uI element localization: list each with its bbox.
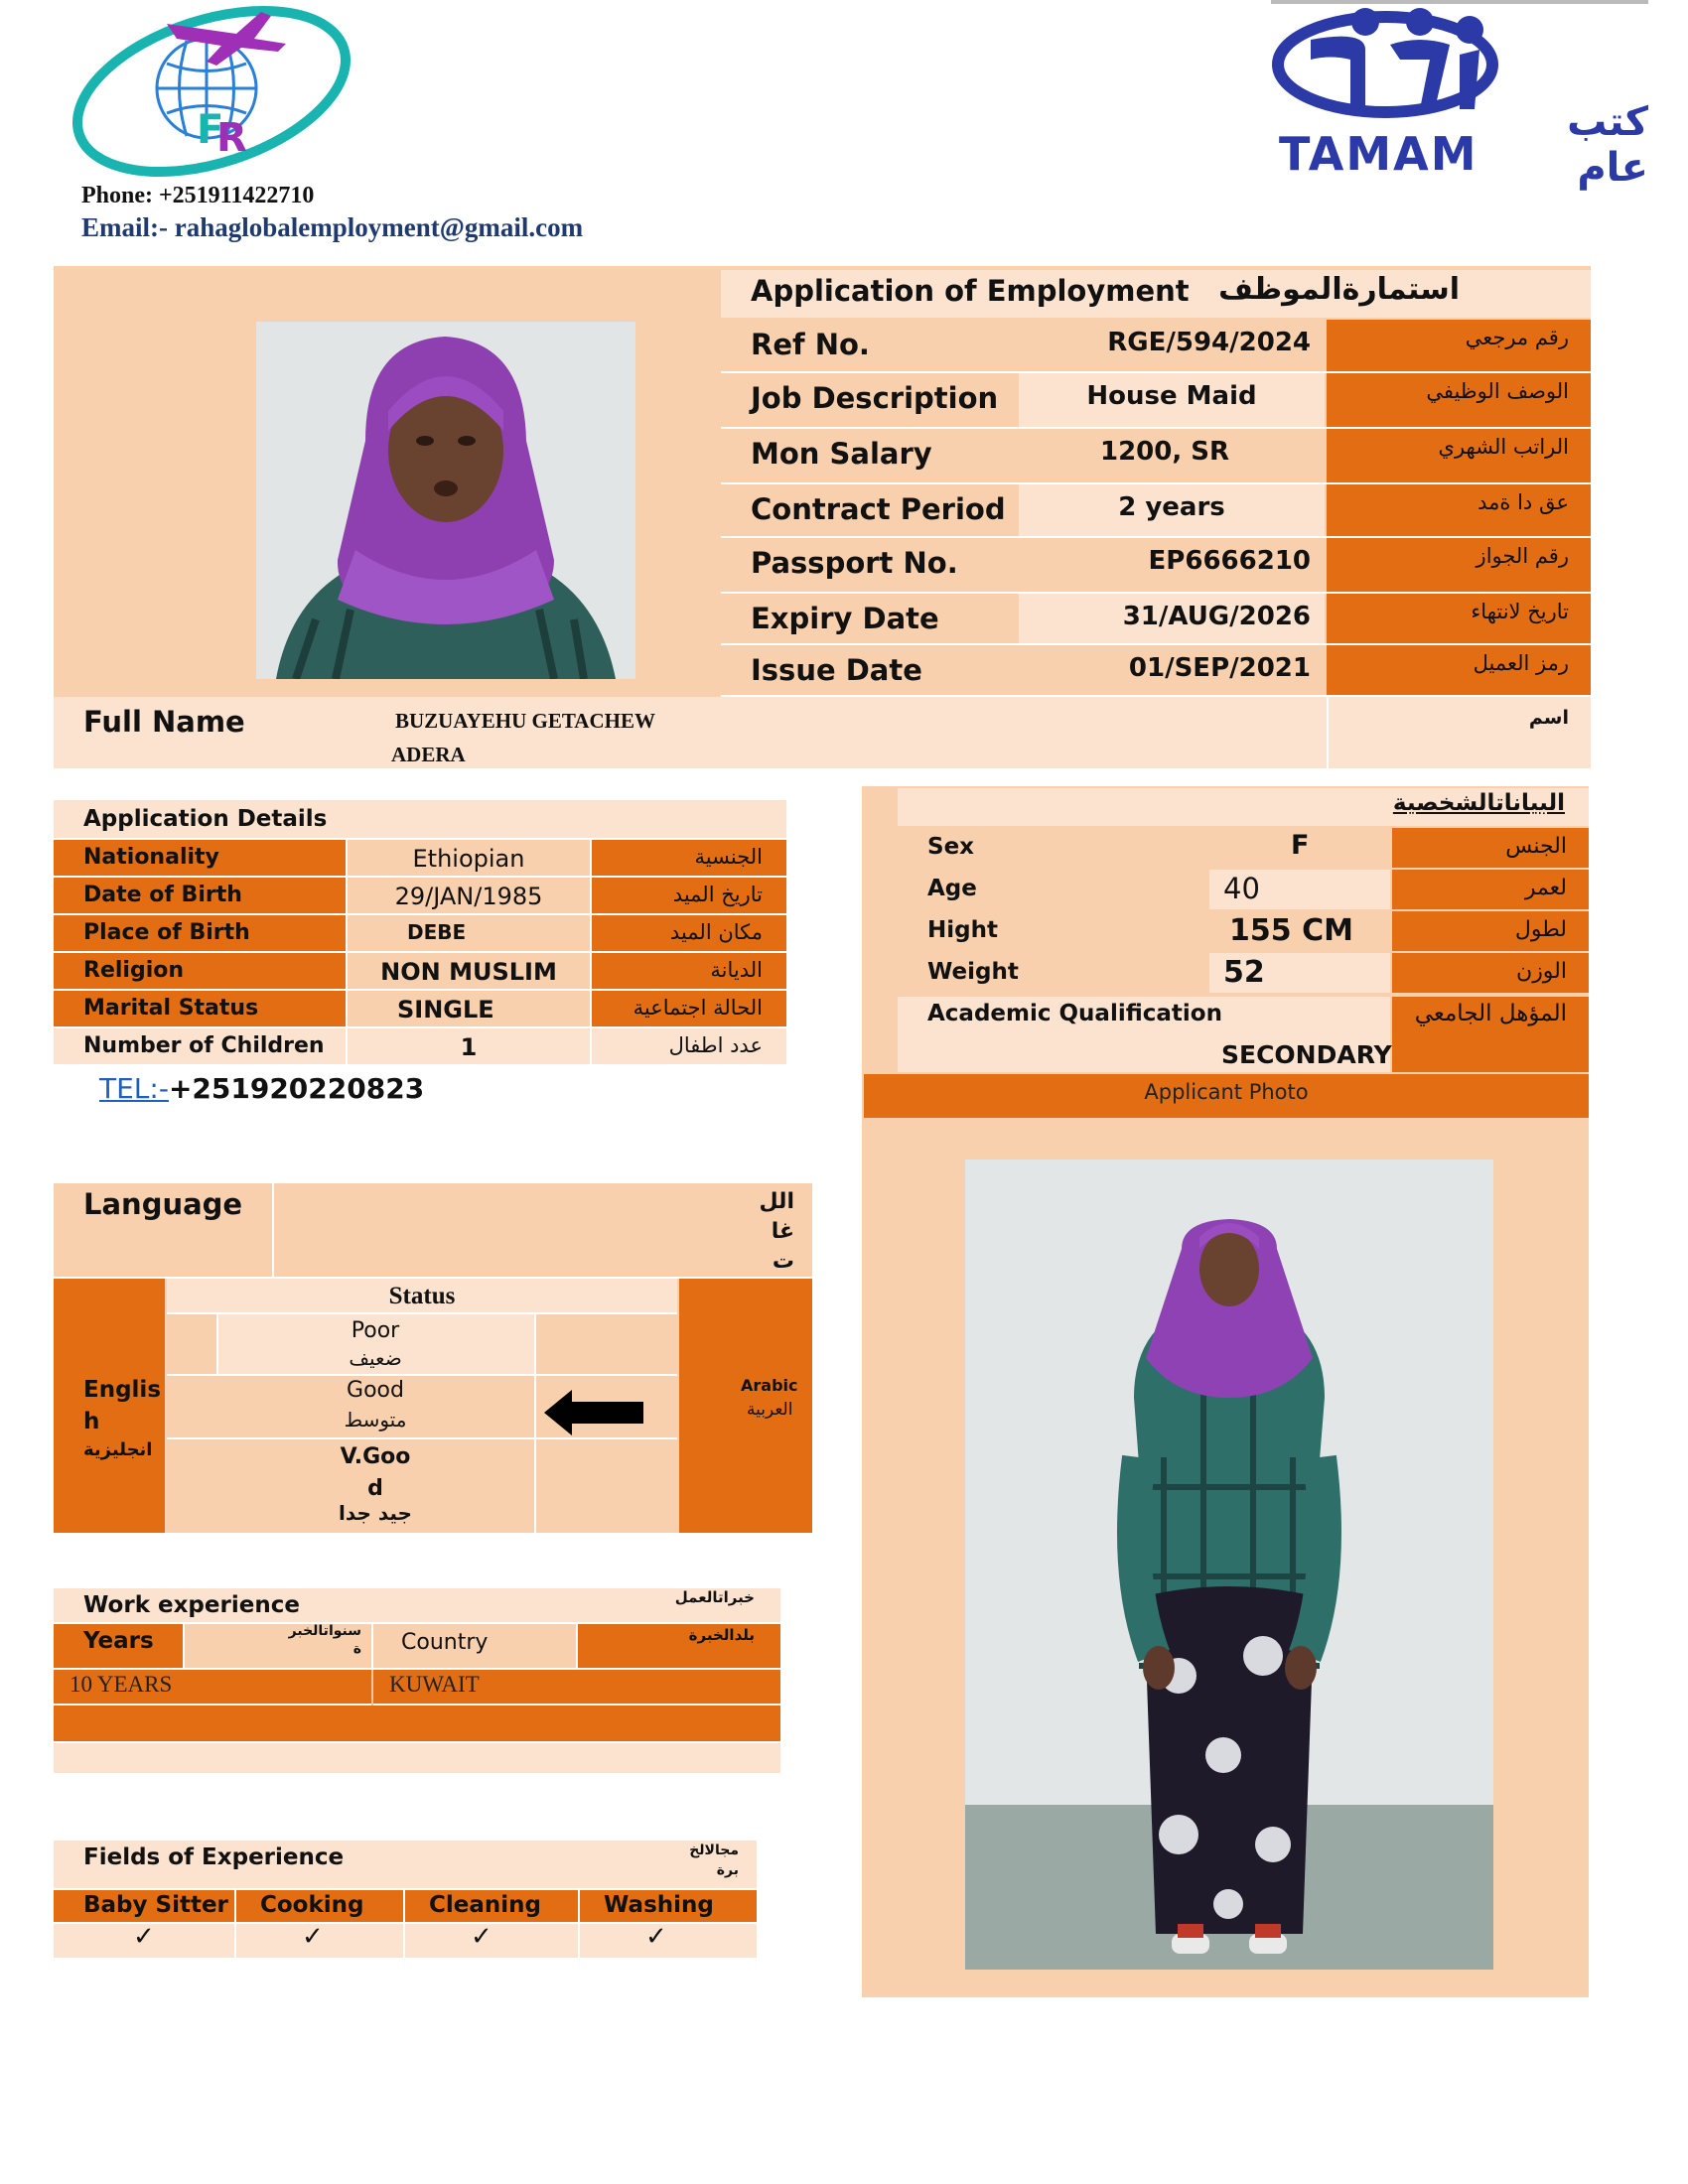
detail-label: Date of Birth (83, 883, 242, 907)
app-value: House Maid (1086, 381, 1257, 411)
academic-label: Academic Qualification (927, 1001, 1222, 1026)
work-row-2 (54, 1706, 780, 1741)
detail-value: 1 (460, 1033, 478, 1061)
app-label: Passport No. (751, 546, 958, 580)
partner-logo-text: TAMAM (1279, 127, 1478, 181)
detail-label: Religion (83, 958, 185, 983)
personal-label: Age (927, 876, 977, 901)
app-ar: رقم مرجعي (1465, 326, 1569, 349)
work-title: Work experience (83, 1592, 300, 1618)
level-good-ar: متوسط (344, 1408, 407, 1432)
tel-line (99, 1072, 424, 1105)
arabic-label: Arabic (741, 1376, 798, 1395)
personal-label: Weight (927, 959, 1019, 985)
application-title: Application of Employment (751, 274, 1190, 308)
application-title-ar: استمارةالموظف (1218, 272, 1460, 307)
level-vgood-en: V.Goo d (340, 1444, 411, 1501)
app-value: RGE/594/2024 (1107, 328, 1311, 357)
personal-label: Hight (927, 917, 998, 943)
checkmark-icon: ✓ (302, 1922, 324, 1952)
full-name-row (54, 697, 1591, 768)
selected-level-arrow-icon (544, 1388, 643, 1437)
app-ar: عق دا ةمد (1477, 490, 1569, 514)
detail-label: Number of Children (83, 1033, 325, 1058)
detail-value: NON MUSLIM (380, 958, 557, 986)
app-label: Contract Period (751, 492, 1006, 526)
detail-ar: تاريخ الميد (672, 883, 763, 906)
agency-logo (68, 4, 365, 179)
english-label: Englis h (83, 1377, 162, 1434)
detail-label: Place of Birth (83, 920, 250, 945)
level-poor-ar: ضعيف (349, 1346, 402, 1370)
detail-value: Ethiopian (412, 845, 525, 873)
language-title: Language (83, 1187, 243, 1221)
detail-label: Marital Status (83, 996, 259, 1021)
full-name-ar: اسم (1528, 707, 1569, 729)
country-ar: بلدالخبرة (688, 1626, 755, 1644)
personal-value: 155 CM (1229, 913, 1353, 948)
level-good-en: Good (347, 1378, 404, 1403)
svg-text:F: F (197, 107, 224, 153)
app-ar: رمز العميل (1473, 651, 1569, 675)
field-label: Washing (604, 1892, 714, 1918)
fields-title: Fields of Experience (83, 1844, 345, 1870)
detail-value: 29/JAN/1985 (394, 883, 543, 910)
personal-ar: لعمر (1524, 876, 1567, 900)
detail-ar: الحالة اجتماعية (633, 996, 763, 1020)
checkmark-icon: ✓ (645, 1922, 667, 1952)
partner-logo-arabic: كتب عام (1567, 99, 1648, 191)
partner-logo (1271, 0, 1648, 191)
detail-ar: الجنسية (694, 845, 763, 869)
full-name-label: Full Name (83, 705, 245, 739)
detail-value: SINGLE (397, 996, 494, 1024)
english-ar: انجليزية (83, 1439, 153, 1460)
app-ar: رقم الجواز (1476, 544, 1569, 568)
personal-value: F (1291, 830, 1310, 861)
personal-ar: الوزن (1516, 959, 1567, 984)
app-value: 31/AUG/2026 (1122, 602, 1311, 631)
phone-text: Phone: +251911422710 (81, 183, 315, 208)
email-text: Email:- rahaglobalemployment@gmail.com (81, 212, 584, 242)
academic-ar: المؤهل الجامعي (1414, 1001, 1567, 1026)
field-label: Cooking (260, 1892, 364, 1918)
app-value: 1200, SR (1100, 437, 1230, 467)
personal-value: 40 (1223, 872, 1260, 905)
checkmark-icon: ✓ (133, 1922, 155, 1952)
detail-label: Nationality (83, 845, 219, 870)
app-label: Job Description (751, 381, 999, 415)
app-label: Ref No. (751, 328, 870, 361)
tel-value: +251920220823 (168, 1072, 425, 1105)
level-vgood-ar: جيد جدا (339, 1501, 412, 1525)
applicant-full-photo (965, 1160, 1493, 1970)
app-ar: تاريخ لانتهاء (1471, 600, 1569, 623)
personal-label: Sex (927, 834, 974, 860)
personal-value: 52 (1223, 955, 1265, 990)
status-label: Status (388, 1283, 456, 1309)
academic-value: SECONDARY (1221, 1040, 1392, 1069)
app-value: EP6666210 (1148, 546, 1311, 576)
details-title: Application Details (83, 806, 328, 832)
work-years-1: 10 YEARS (70, 1672, 173, 1697)
field-check-cell (580, 1924, 757, 1958)
language-title-ar: الل غا ت (759, 1189, 794, 1274)
app-label: Issue Date (751, 653, 922, 687)
app-value: 01/SEP/2021 (1128, 653, 1311, 683)
app-label: Mon Salary (751, 437, 932, 471)
work-country-1: KUWAIT (389, 1672, 480, 1697)
arabic-ar: العربية (747, 1400, 793, 1420)
field-label: Cleaning (429, 1892, 541, 1918)
photo-label: Applicant Photo (1144, 1080, 1309, 1104)
years-ar: سنواتالخبر ة (288, 1623, 361, 1657)
detail-ar: عدد اطفال (668, 1033, 763, 1057)
detail-ar: الديانة (710, 958, 763, 982)
headshot-photo (256, 322, 635, 679)
country-label: Country (401, 1630, 489, 1655)
checkmark-icon: ✓ (471, 1922, 492, 1952)
fields-title-ar: مجالالخ برة (689, 1843, 739, 1878)
personal-ar: الجنس (1505, 834, 1567, 859)
years-label: Years (83, 1628, 154, 1654)
app-ar: الوصف الوظيفي (1426, 379, 1569, 403)
personal-ar: لطول (1514, 917, 1567, 942)
detail-value: DEBE (407, 920, 467, 944)
app-value: 2 years (1118, 492, 1225, 522)
detail-value-cell (348, 915, 590, 951)
work-title-ar: خبراتالعمل (674, 1588, 755, 1606)
app-ar: الراتب الشهري (1438, 435, 1569, 459)
personal-title-ar: البياناتالشخصية (1392, 790, 1565, 816)
tel-link[interactable]: TEL:- (99, 1072, 169, 1105)
svg-text:R: R (216, 115, 247, 161)
detail-ar: مكان الميد (669, 920, 763, 944)
level-poor-en: Poor (351, 1318, 400, 1343)
field-label: Baby Sitter (83, 1892, 228, 1918)
app-label: Expiry Date (751, 602, 939, 635)
full-name-line2: ADERA (391, 743, 466, 766)
full-name-line1: BUZUAYEHU GETACHEW (395, 709, 655, 733)
work-row-3 (54, 1743, 780, 1773)
